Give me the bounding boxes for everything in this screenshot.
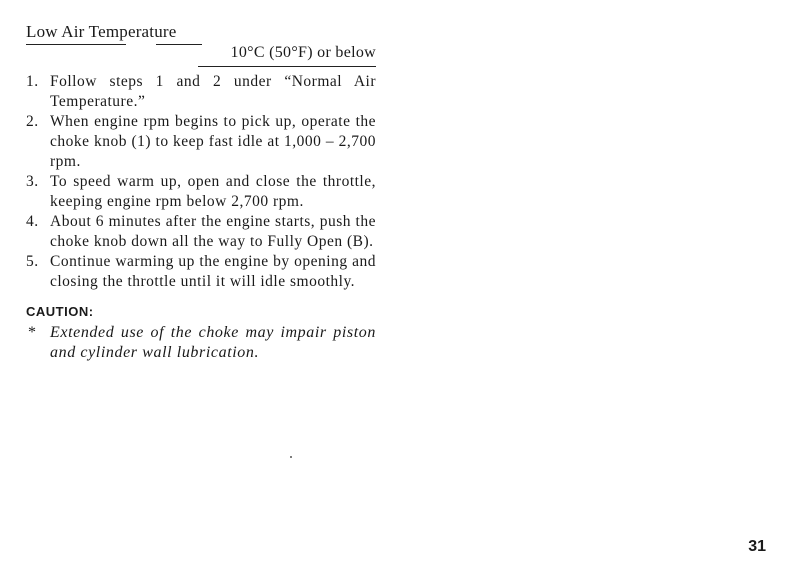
condition-row xyxy=(26,44,376,66)
print-speck xyxy=(290,456,292,458)
asterisk-bullet-icon: * xyxy=(28,324,37,341)
step-item xyxy=(26,72,376,112)
step-text: About 6 minutes after the engine starts, push the choke knob down all the way to Fully Open (B). xyxy=(50,213,376,250)
step-item xyxy=(26,212,376,252)
temperature-condition: 10°C (50°F) or below xyxy=(230,44,376,61)
caution-label: CAUTION: xyxy=(26,304,94,319)
step-number: 5. xyxy=(26,253,39,270)
condition-underline xyxy=(198,66,376,67)
step-number: 3. xyxy=(26,173,39,190)
caution-text: Extended use of the choke may impair piston and cylinder wall lubrication. xyxy=(50,324,376,361)
step-text: When engine rpm begins to pick up, operate the choke knob (1) to keep fast idle at 1,000 – 2,700 rpm. xyxy=(50,113,376,170)
page-number: 31 xyxy=(748,538,766,555)
step-item xyxy=(26,112,376,172)
step-number: 4. xyxy=(26,213,39,230)
caution-item xyxy=(26,323,376,363)
step-item xyxy=(26,252,376,292)
step-number: 1. xyxy=(26,73,39,90)
steps-list xyxy=(26,72,376,292)
step-text: To speed warm up, open and close the throttle, keeping engine rpm below 2,700 rpm. xyxy=(50,173,376,210)
content-column xyxy=(26,18,376,363)
step-item xyxy=(26,172,376,212)
heading-row xyxy=(26,18,376,44)
step-number: 2. xyxy=(26,113,39,130)
section-heading: Low Air Temperature xyxy=(26,22,177,41)
step-text: Continue warming up the engine by opening and closing the throttle until it will idle smoothly. xyxy=(50,253,376,290)
step-text: Follow steps 1 and 2 under “Normal Air Temperature.” xyxy=(50,73,376,110)
